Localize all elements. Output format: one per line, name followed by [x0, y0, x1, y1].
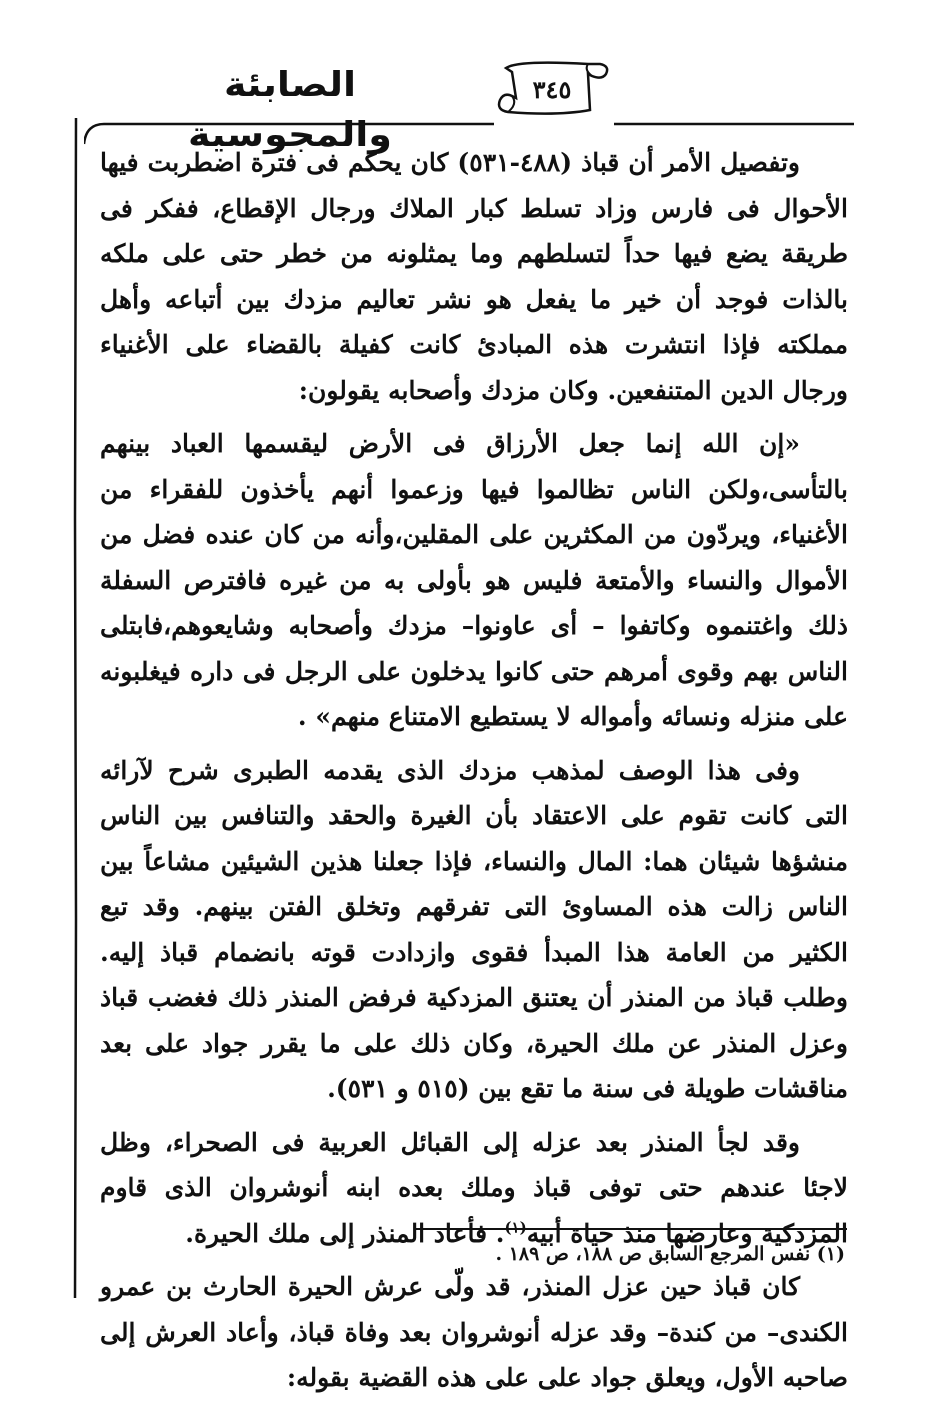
- page-number: ٣٤٥: [532, 75, 572, 104]
- footnote: (١) نفس المرجع السابق ص ١٨٨، ص ١٨٩ .: [495, 1243, 845, 1265]
- paragraph-mundhir-refuge: [100, 1120, 848, 1257]
- running-book-title: الصابئة والمجوسية: [188, 65, 392, 155]
- left-margin-line: [70, 118, 80, 1298]
- footnote-divider: [415, 1228, 847, 1230]
- paragraph-tabari-quote: «إن الله إنما جعل الأرزاق فى الأرض ليقسمها العباد بينهم بالتأسى،ولكن الناس تظالموا فيها وزعموا أنهم يأخذون للفقراء من الأغنياء، ويردّون من المكثرين على المقلين،وأنه من كان عنده فضل من الأموال والنساء والأمتعة فليس هو بأولى به من غيره فافترص السفلة ذلك واغتنموه وكاتفوا – أى عاونوا– مزدك وأصحابه وشايعوهم،فابتلى الناس بهم وقوى أمرهم حتى كانوا يدخلون على الرجل فى داره فيغلبونه على منزله ونسائه وأمواله لا يستطيع الامتناع منهم» .: [100, 429, 848, 731]
- paragraph-harith-kindi: كان قباذ حين عزل المنذر، قد ولّى عرش الحيرة الحارث بن عمرو الكندى– من كندة– وقد عزله أنوشروان بعد وفاة قباذ، وأعاد العرش إلى صاحبه الأول، ويعلق جواد على على هذه القضية بقوله:: [100, 1272, 848, 1392]
- paragraph-mundhir-refuge-text: وقد لجأ المنذر بعد عزله إلى القبائل العربية فى الصحراء، وظل لاجئا عندهم حتى توفى قباذ وملك بعده ابنه أنوشروان الذى قاوم المزدكية وعارضها منذ حياة أبيه: [100, 1127, 848, 1248]
- paragraph-mundhir-refuge-tail: . فأعاد المنذر إلى ملك الحيرة.: [185, 1218, 505, 1248]
- body-text: [100, 140, 848, 1409]
- paragraph-kavadh-intro: وتفصيل الأمر أن قباذ (٤٨٨-٥٣١) كان يحكم فى فترة اضطربت فيها الأحوال فى فارس وزاد تسلط كبار الملاك ورجال الإقطاع، ففكر فى طريقة يضع فيها حداً لتسلطهم وما يمثلونه من خطر حتى على ملكه بالذات فوجد أن خير ما يفعل هو نشر تعاليم مزدك بين أتباعه وأهل مملكته فإذا انتشرت هذه المبادئ كانت كفيلة بالقضاء على الأغنياء ورجال الدين المتنفعين. وكان مزدك وأصحابه يقولون:: [100, 148, 848, 405]
- paragraph-mazdak-doctrine: وفى هذا الوصف لمذهب مزدك الذى يقدمه الطبرى شرح لآرائه التى كانت تقوم على الاعتقاد بأن الغيرة والحقد والتنافس بين الناس منشؤها شيئان هما: المال والنساء، فإذا جعلنا هذين الشيئين مشاعاً بين الناس زالت هذه المساوئ التى تفرقهم وتخلق الفتن بينهم. وقد تبع الكثير من العامة هذا المبدأ فقوى وازدادت قوته بانضمام قباذ إليه. وطلب قباذ من المنذر أن يعتنق المزدكية فرفض المنذر ذلك فغضب قباذ وعزل المنذر عن ملك الحيرة، وكان ذلك على ما يقرر جواد على بعد مناقشات طويلة فى سنة ما تقع بين (٥١٥ و ٥٣١).: [100, 755, 848, 1103]
- footnote-reference: (١): [504, 1218, 527, 1237]
